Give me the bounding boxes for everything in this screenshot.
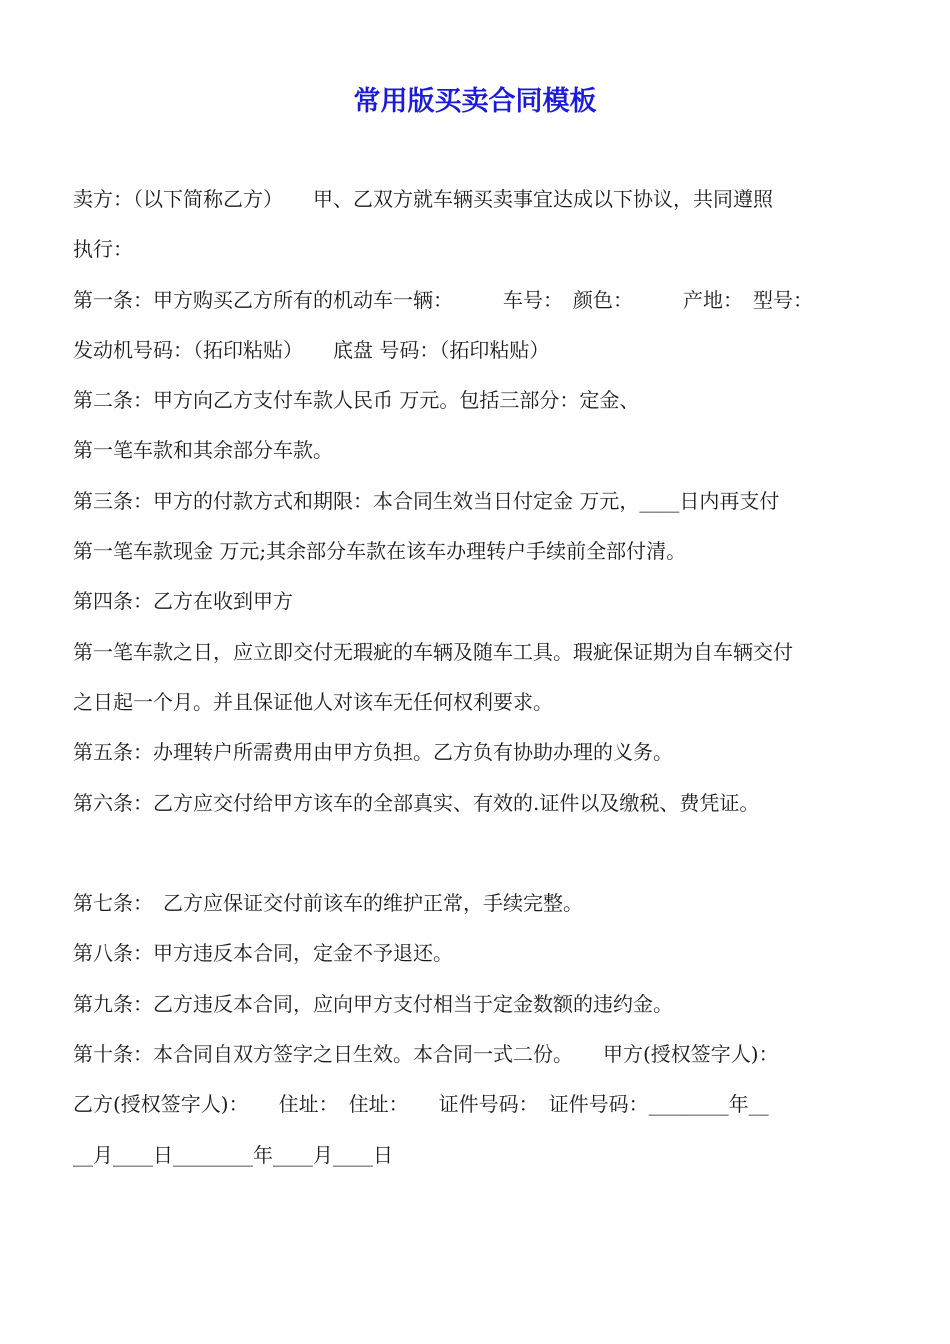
paragraph-line: 第七条： 乙方应保证交付前该车的维护正常，手续完整。 [73, 891, 583, 916]
paragraph-line: 第二条：甲方向乙方支付车款人民币 万元。包括三部分：定金、 [73, 388, 640, 413]
blank-line [73, 828, 881, 878]
paragraph-line: 第一条：甲方购买乙方所有的机动车一辆： 车号： 颜色： 产地： 型号： [73, 287, 813, 312]
paragraph-line: 执行： [73, 237, 133, 262]
paragraph-line: 第一笔车款现金 万元;其余部分车款在该车办理转户手续前全部付清。 [73, 539, 687, 564]
paragraph-line: 第十条：本合同自双方签字之日生效。本合同一式二份。 甲方(授权签字人)： [73, 1042, 779, 1067]
paragraph-line: 第三条：甲方的付款方式和期限：本合同生效当日付定金 万元，____日内再支付 [73, 488, 780, 513]
paragraph-line: 卖方：（以下简称乙方） 甲、乙双方就车辆买卖事宜达成以下协议，共同遵照 [73, 187, 773, 211]
paragraph-line: 发动机号码：（拓印粘贴） 底盘 号码：（拓印粘贴） [73, 337, 550, 362]
paragraph-line: 第一笔车款之日，应立即交付无瑕疵的车辆及随车工具。瑕疵保证期为自车辆交付 [73, 639, 793, 664]
paragraph-line: 第五条：办理转户所需费用由甲方负担。乙方负有协助办理的义务。 [73, 740, 673, 765]
paragraph-line: 乙方(授权签字人)： 住址： 住址： 证件号码： 证件号码：________年__ [73, 1092, 769, 1117]
paragraph-line: 第四条：乙方在收到甲方 [73, 589, 293, 614]
paragraph-line: 第六条：乙方应交付给甲方该车的全部真实、有效的.证件以及缴税、费凭证。 [73, 790, 760, 815]
paragraph-line: 之日起一个月。并且保证他人对该车无任何权利要求。 [73, 689, 553, 714]
paragraph-line: 第九条：乙方违反本合同，应向甲方支付相当于定金数额的违约金。 [73, 991, 673, 1016]
paragraph-line: 第八条：甲方违反本合同，定金不予退还。 [73, 941, 453, 966]
paragraph-line: 第一笔车款和其余部分车款。 [73, 438, 333, 463]
paragraph-line: __月____日________年____月____日 [73, 1142, 393, 1167]
document-title: 常用版买卖合同模板 [353, 86, 597, 117]
contract-body [73, 174, 881, 1180]
